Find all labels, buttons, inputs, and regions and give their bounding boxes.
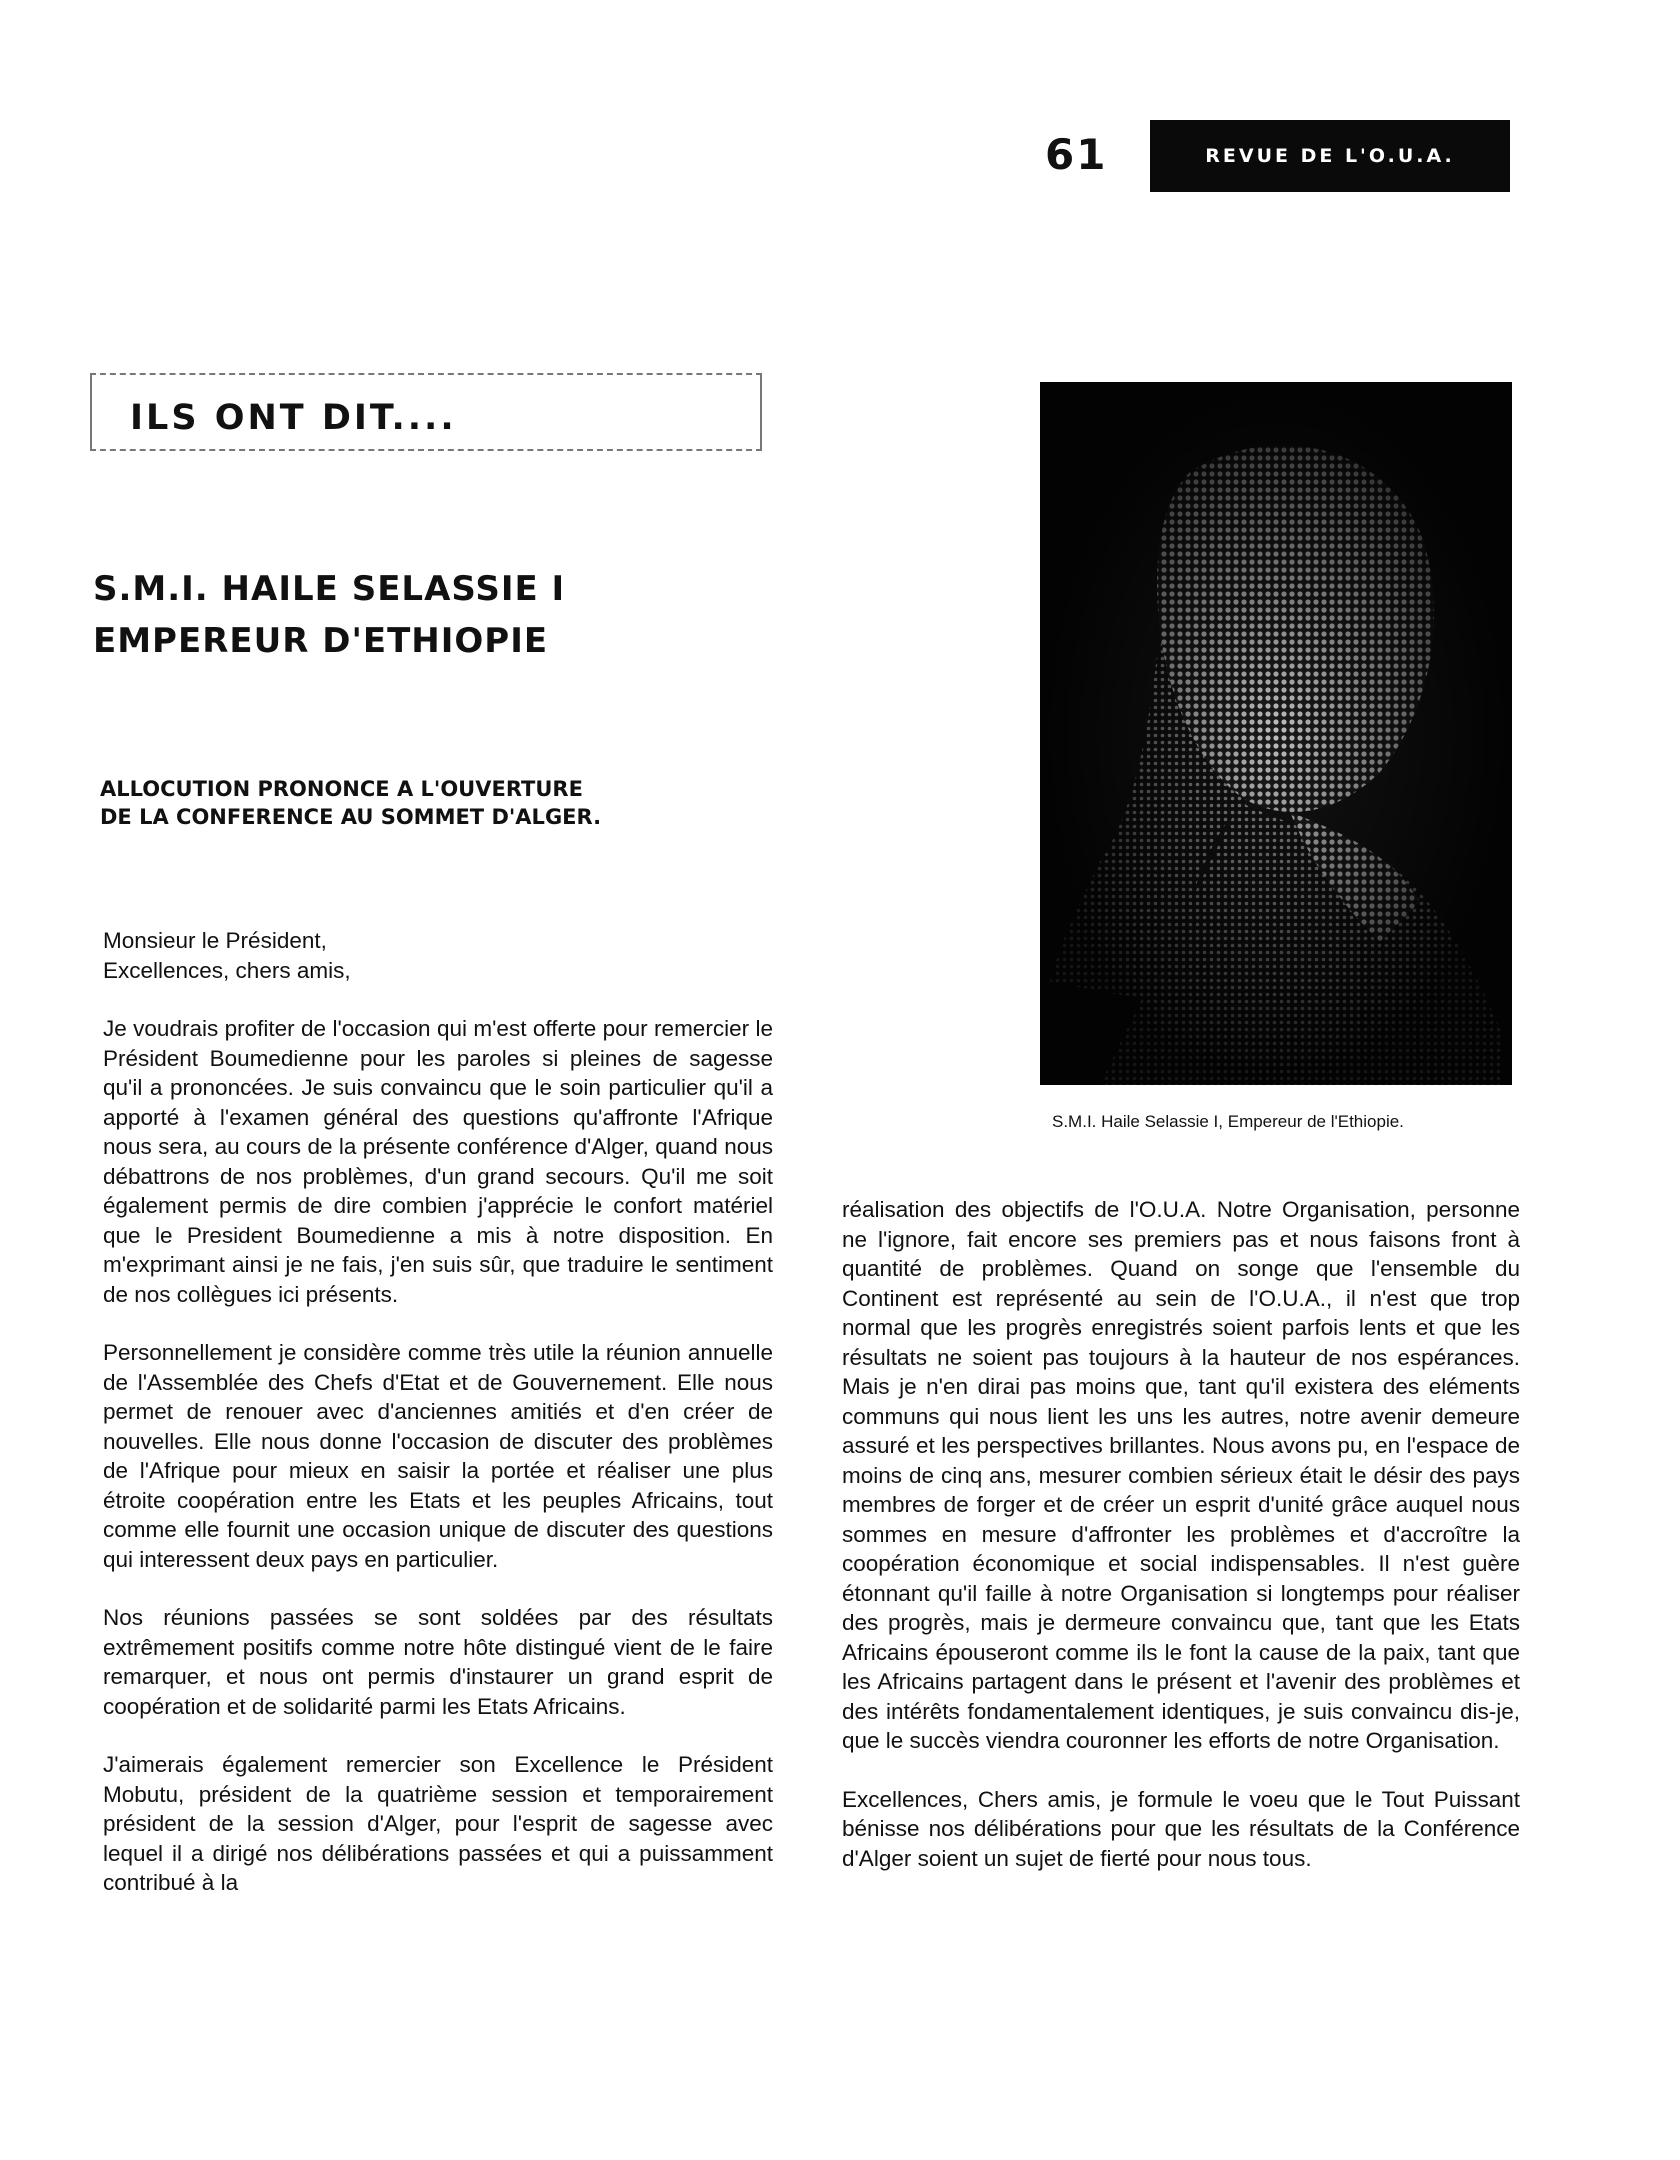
- paragraph-3: Nos réunions passées se sont soldées par des résultats extrêmement positifs comme notre hôte distingué vient de le faire remarquer, et nous ont permis d'instaurer un grand esprit de coopération et de solidarité parmi les Etats Africains.: [103, 1605, 773, 1719]
- title-line-1: S.M.I. HAILE SELASSIE I: [93, 569, 566, 609]
- article-title: [93, 563, 753, 667]
- greeting-line-2: Excellences, chers amis,: [103, 957, 351, 983]
- paragraph-4: J'aimerais également remercier son Excellence le Président Mobutu, président de la quatrième session et temporairement président de la session d'Alger, pour l'esprit de sagesse avec lequel il a dirigé nos délibérations passées et qui a puissamment contribué à la: [103, 1752, 773, 1895]
- subtitle-line-1: ALLOCUTION PRONONCE A L'OUVERTURE: [100, 777, 583, 801]
- portrait-photo: [1040, 382, 1512, 1085]
- greeting-line-1: Monsieur le Président,: [103, 928, 327, 953]
- subtitle-line-2: DE LA CONFERENCE AU SOMMET D'ALGER.: [100, 805, 602, 829]
- photo-caption: S.M.I. Haile Selassie I, Empereur de l'Ethiopie.: [1052, 1112, 1404, 1131]
- journal-title: REVUE DE L'O.U.A.: [1205, 145, 1455, 167]
- paragraph-5: réalisation des objectifs de l'O.U.A. Notre Organisation, personne ne l'ignore, fait encore ses premiers pas et nous faisons front à quantité de problèmes. Quand on songe que l'ensemble du Continent est représenté au sein de l'O.U.A., il n'est que trop normal que les progrès enregistrés soient parfois lents et que les résultats ne soient pas toujours à la hauteur de nos espérances. Mais je n'en dirai pas moins que, tant qu'il existera des eléments communs qui nous lient les uns les autres, notre avenir demeure assuré et les perspectives brillantes. Nous avons pu, en l'espace de moins de cinq ans, mesurer combien sérieux était le désir des pays membres de forger et de créer un esprit d'unité grâce auquel nous sommes en mesure d'affronter les problèmes et d'accroître la coopération économique et social indispensables. Il n'est guère étonnant qu'il faille à notre Organisation si longtemps pour réaliser des progrès, mais je dermeure convaincu que, tant que les Etats Africains épouseront comme ils le font la cause de la paix, tant que les Africains partagent dans le présent et l'avenir des problèmes et des intérêts fondamentalement identiques, je suis convaincu dis-je, que le succès viendra couronner les efforts de notre Organisation.: [842, 1197, 1520, 1753]
- title-line-2: EMPEREUR D'ETHIOPIE: [93, 621, 549, 661]
- article-subtitle: [100, 775, 700, 831]
- text-column-left: [103, 926, 773, 1927]
- paragraph-6: Excellences, Chers amis, je formule le voeu que le Tout Puissant bénisse nos délibérations pour que les résultats de la Conférence d'Alger soient un sujet de fierté pour nous tous.: [842, 1786, 1520, 1871]
- section-title: ILS ONT DIT....: [130, 398, 457, 438]
- paragraph-2: Personnellement je considère comme très utile la réunion annuelle de l'Assemblée des Chefs d'Etat et de Gouvernement. Elle nous permet de renouer avec d'anciennes amitiés et d'en créer de nouvelles. Elle nous donne l'occasion de discuter des problèmes de l'Afrique pour mieux en saisir la portée et réaliser une plus étroite coopération entre les Etats et les peuples Africains, tout comme elle fournit une occasion unique de discuter des questions qui interessent deux pays en particulier.: [103, 1340, 773, 1572]
- journal-header-band: [1150, 120, 1510, 192]
- text-column-right: [842, 1195, 1520, 1902]
- portrait-image: [1040, 382, 1512, 1085]
- greeting: [103, 926, 773, 985]
- page-number: 61: [1045, 130, 1108, 179]
- paragraph-1: Je voudrais profiter de l'occasion qui m'est offerte pour remercier le Président Boumedienne pour les paroles si pleines de sagesse qu'il a prononcées. Je suis convaincu que le soin particulier qu'il a apporté à l'examen général des questions qu'affronte l'Afrique nous sera, au cours de la présente conférence d'Alger, quand nous débattrons de nos problèmes, d'un grand secours. Qu'il me soit également permis de dire combien j'apprécie le confort matériel que le President Boumedienne a mis à notre disposition. En m'exprimant ainsi je ne fais, j'en suis sûr, que traduire le sentiment de nos collègues ici présents.: [103, 1016, 773, 1307]
